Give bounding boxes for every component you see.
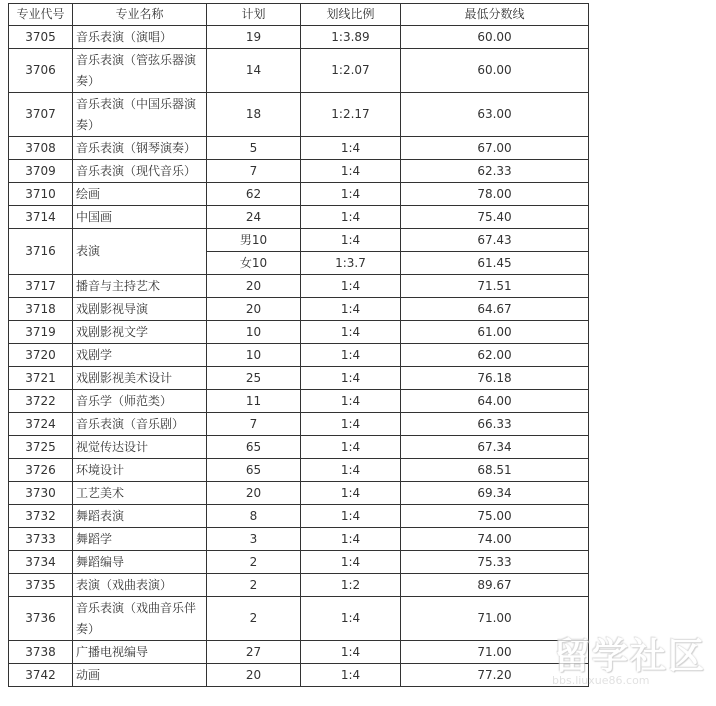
major-name: 广播电视编导	[73, 641, 207, 664]
major-code: 3720	[9, 344, 73, 367]
min-score: 89.67	[401, 574, 589, 597]
table-row	[9, 641, 589, 664]
plan-count: 62	[207, 183, 301, 206]
cutoff-ratio: 1:4	[301, 160, 401, 183]
major-name: 音乐表演（中国乐器演奏）	[73, 93, 207, 137]
min-score: 75.40	[401, 206, 589, 229]
major-name: 音乐表演（演唱）	[73, 26, 207, 49]
cutoff-ratio: 1:4	[301, 367, 401, 390]
ratio-male: 1:4	[301, 229, 401, 252]
min-score: 62.00	[401, 344, 589, 367]
major-code: 3710	[9, 183, 73, 206]
plan-count: 19	[207, 26, 301, 49]
min-score: 68.51	[401, 459, 589, 482]
plan-count: 20	[207, 298, 301, 321]
cutoff-ratio: 1:4	[301, 597, 401, 641]
major-name: 音乐表演（音乐剧）	[73, 413, 207, 436]
cutoff-ratio: 1:4	[301, 664, 401, 687]
plan-female: 女10	[207, 252, 301, 275]
plan-count: 11	[207, 390, 301, 413]
table-row	[9, 49, 589, 93]
header-code: 专业代号	[9, 4, 73, 26]
header-plan: 计划	[207, 4, 301, 26]
plan-count: 65	[207, 436, 301, 459]
cutoff-ratio: 1:4	[301, 321, 401, 344]
major-name: 音乐学（师范类）	[73, 390, 207, 413]
plan-count: 7	[207, 160, 301, 183]
major-name: 音乐表演（戏曲音乐伴奏）	[73, 597, 207, 641]
table-row	[9, 137, 589, 160]
cutoff-ratio: 1:4	[301, 413, 401, 436]
table-row	[9, 160, 589, 183]
major-code: 3722	[9, 390, 73, 413]
cutoff-ratio: 1:4	[301, 436, 401, 459]
table-row	[9, 183, 589, 206]
min-score: 66.33	[401, 413, 589, 436]
major-name: 音乐表演（钢琴演奏）	[73, 137, 207, 160]
table-row	[9, 298, 589, 321]
major-code: 3738	[9, 641, 73, 664]
min-score: 78.00	[401, 183, 589, 206]
min-score: 74.00	[401, 528, 589, 551]
cutoff-ratio: 1:4	[301, 459, 401, 482]
major-name: 工艺美术	[73, 482, 207, 505]
plan-count: 10	[207, 344, 301, 367]
min-score: 62.33	[401, 160, 589, 183]
major-name: 表演（戏曲表演）	[73, 574, 207, 597]
table-row	[9, 26, 589, 49]
table-row	[9, 367, 589, 390]
major-code: 3734	[9, 551, 73, 574]
min-score: 63.00	[401, 93, 589, 137]
major-code: 3735	[9, 574, 73, 597]
major-code: 3730	[9, 482, 73, 505]
major-code: 3724	[9, 413, 73, 436]
major-name: 中国画	[73, 206, 207, 229]
table-row	[9, 390, 589, 413]
header-score: 最低分数线	[401, 4, 589, 26]
min-score: 64.67	[401, 298, 589, 321]
plan-count: 27	[207, 641, 301, 664]
major-name: 绘画	[73, 183, 207, 206]
major-code: 3718	[9, 298, 73, 321]
major-code: 3725	[9, 436, 73, 459]
cutoff-ratio: 1:4	[301, 137, 401, 160]
major-name: 戏剧影视导演	[73, 298, 207, 321]
major-code: 3717	[9, 275, 73, 298]
cutoff-ratio: 1:4	[301, 505, 401, 528]
table-row	[9, 344, 589, 367]
min-score: 75.00	[401, 505, 589, 528]
table-row	[9, 206, 589, 229]
major-code: 3714	[9, 206, 73, 229]
plan-count: 2	[207, 574, 301, 597]
min-score: 77.20	[401, 664, 589, 687]
cutoff-ratio: 1:3.89	[301, 26, 401, 49]
plan-count: 10	[207, 321, 301, 344]
major-code: 3709	[9, 160, 73, 183]
plan-count: 8	[207, 505, 301, 528]
major-name: 视觉传达设计	[73, 436, 207, 459]
table-row	[9, 436, 589, 459]
major-name: 戏剧影视美术设计	[73, 367, 207, 390]
major-code: 3736	[9, 597, 73, 641]
plan-count: 25	[207, 367, 301, 390]
major-name: 舞蹈编导	[73, 551, 207, 574]
table-row	[9, 413, 589, 436]
major-name: 环境设计	[73, 459, 207, 482]
table-row	[9, 229, 589, 252]
min-score: 71.51	[401, 275, 589, 298]
cutoff-ratio: 1:4	[301, 206, 401, 229]
plan-count: 24	[207, 206, 301, 229]
major-name: 播音与主持艺术	[73, 275, 207, 298]
table-row	[9, 321, 589, 344]
plan-count: 20	[207, 664, 301, 687]
plan-count: 3	[207, 528, 301, 551]
table-row	[9, 482, 589, 505]
cutoff-ratio: 1:4	[301, 390, 401, 413]
cutoff-ratio: 1:2.17	[301, 93, 401, 137]
cutoff-ratio: 1:4	[301, 551, 401, 574]
major-name: 音乐表演（管弦乐器演奏）	[73, 49, 207, 93]
cutoff-ratio: 1:2	[301, 574, 401, 597]
plan-count: 20	[207, 275, 301, 298]
table-row	[9, 528, 589, 551]
table-row	[9, 664, 589, 687]
major-code: 3726	[9, 459, 73, 482]
major-code: 3716	[9, 229, 73, 275]
major-code: 3706	[9, 49, 73, 93]
major-name: 戏剧学	[73, 344, 207, 367]
plan-male: 男10	[207, 229, 301, 252]
min-score: 67.00	[401, 137, 589, 160]
cutoff-ratio: 1:2.07	[301, 49, 401, 93]
cutoff-ratio: 1:4	[301, 183, 401, 206]
cutoff-ratio: 1:4	[301, 528, 401, 551]
cutoff-ratio: 1:4	[301, 275, 401, 298]
watermark-url: bbs.liuxue86.com	[552, 674, 650, 687]
plan-count: 2	[207, 597, 301, 641]
table-row	[9, 597, 589, 641]
major-name: 舞蹈表演	[73, 505, 207, 528]
cutoff-ratio: 1:4	[301, 344, 401, 367]
plan-count: 7	[207, 413, 301, 436]
cutoff-ratio: 1:4	[301, 482, 401, 505]
ratio-female: 1:3.7	[301, 252, 401, 275]
major-code: 3705	[9, 26, 73, 49]
min-score: 64.00	[401, 390, 589, 413]
watermark-logo-text: 留学社区	[554, 636, 707, 677]
min-score: 75.33	[401, 551, 589, 574]
min-score: 71.00	[401, 597, 589, 641]
cutoff-ratio: 1:4	[301, 298, 401, 321]
table-row	[9, 275, 589, 298]
min-score: 67.34	[401, 436, 589, 459]
score-male: 67.43	[401, 229, 589, 252]
plan-count: 2	[207, 551, 301, 574]
major-code: 3708	[9, 137, 73, 160]
min-score: 76.18	[401, 367, 589, 390]
table-row	[9, 551, 589, 574]
major-code: 3732	[9, 505, 73, 528]
score-female: 61.45	[401, 252, 589, 275]
table-header-row	[9, 4, 589, 26]
min-score: 69.34	[401, 482, 589, 505]
plan-count: 20	[207, 482, 301, 505]
major-code: 3733	[9, 528, 73, 551]
table-row	[9, 459, 589, 482]
min-score: 60.00	[401, 26, 589, 49]
table-row	[9, 93, 589, 137]
major-name: 音乐表演（现代音乐）	[73, 160, 207, 183]
major-code: 3719	[9, 321, 73, 344]
major-code: 3721	[9, 367, 73, 390]
major-name: 表演	[73, 229, 207, 275]
plan-count: 18	[207, 93, 301, 137]
plan-count: 65	[207, 459, 301, 482]
major-code: 3707	[9, 93, 73, 137]
min-score: 61.00	[401, 321, 589, 344]
major-code: 3742	[9, 664, 73, 687]
min-score: 60.00	[401, 49, 589, 93]
major-name: 舞蹈学	[73, 528, 207, 551]
header-name: 专业名称	[73, 4, 207, 26]
plan-count: 5	[207, 137, 301, 160]
table-row	[9, 574, 589, 597]
cutoff-ratio: 1:4	[301, 641, 401, 664]
plan-count: 14	[207, 49, 301, 93]
score-table	[8, 3, 589, 687]
major-name: 戏剧影视文学	[73, 321, 207, 344]
table-row	[9, 505, 589, 528]
min-score: 71.00	[401, 641, 589, 664]
major-name: 动画	[73, 664, 207, 687]
header-ratio: 划线比例	[301, 4, 401, 26]
